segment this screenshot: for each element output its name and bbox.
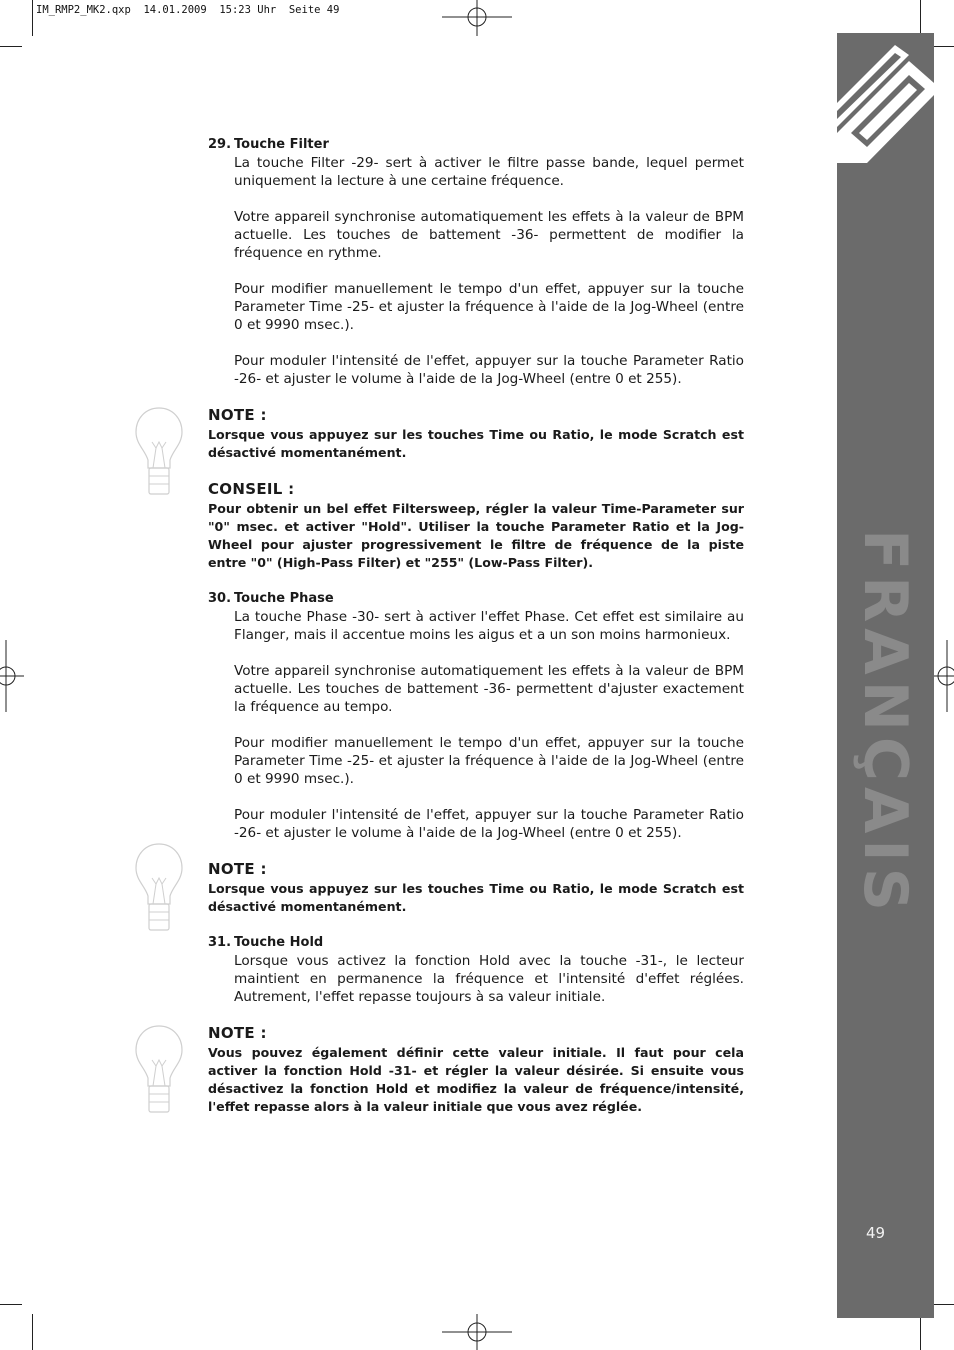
section-number: 29. xyxy=(208,137,232,152)
crop-mark xyxy=(932,1304,954,1305)
crop-mark xyxy=(920,0,921,36)
page-number: 49 xyxy=(866,1224,886,1242)
paragraph: Votre appareil synchronise automatiquement les effets à la valeur de BPM actuelle. Les touches de battement -36- permettent de modifier la fréquence en rythme. xyxy=(234,209,744,261)
paragraph: La touche Phase -30- sert à activer l'effet Phase. Cet effet est similaire au Flanger, mais il accentue moins les aigus et a un son moins harmonieux. xyxy=(234,609,744,643)
paragraph: Pour moduler l'intensité de l'effet, appuyer sur la touche Parameter Ratio -26- et ajuster le volume à l'aide de la Jog-Wheel (entre 0 et 255). xyxy=(234,353,744,387)
section-30 xyxy=(208,590,744,842)
section-number: 30. xyxy=(208,591,232,606)
note-box xyxy=(208,406,744,462)
registration-mark-icon xyxy=(0,640,24,712)
section-title: Touche Filter xyxy=(234,137,329,152)
note-body: Lorsque vous appuyez sur les touches Time ou Ratio, le mode Scratch est désactivé momentanément. xyxy=(208,881,744,914)
tip-box xyxy=(208,480,744,572)
lightbulb-icon xyxy=(134,842,184,934)
crop-mark xyxy=(0,46,22,47)
crop-mark xyxy=(920,1314,921,1350)
paragraph: Pour modifier manuellement le tempo d'un effet, appuyer sur la touche Parameter Time -25- et ajuster la fréquence à l'aide de la Jog-Wheel (entre 0 et 9990 msec.). xyxy=(234,735,744,787)
note-body: Lorsque vous appuyez sur les touches Time ou Ratio, le mode Scratch est désactivé momentanément. xyxy=(208,427,744,460)
language-sidebar xyxy=(837,33,934,1318)
tip-body: Pour obtenir un bel effet Filtersweep, régler la valeur Time-Parameter sur "0" msec. et activer "Hold". Utiliser la touche Parameter Ratio et la Jog-Wheel pour ajuster progressivement le filtre de fréquence de la piste entre "0" (High-Pass Filter) et "255" (Low-Pass Filter). xyxy=(208,501,744,570)
registration-mark-icon xyxy=(440,1314,514,1350)
section-title: Touche Hold xyxy=(234,935,324,950)
note-box xyxy=(208,860,744,916)
note-box xyxy=(208,1024,744,1116)
section-number: 31. xyxy=(208,935,232,950)
page-content xyxy=(208,136,744,1134)
paragraph: Votre appareil synchronise automatiquement les effets à la valeur de BPM actuelle. Les touches de battement -36- permettent d'ajuster exactement la fréquence au tempo. xyxy=(234,663,744,715)
tip-title: CONSEIL : xyxy=(208,480,295,498)
crop-mark xyxy=(32,1314,33,1350)
paragraph: Lorsque vous activez la fonction Hold avec la touche -31-, le lecteur maintient en permanence la fréquence et l'intensité d'effet réglées. Autrement, l'effet repasse toujours à sa valeur initiale. xyxy=(234,953,744,1005)
registration-mark-icon xyxy=(440,0,514,36)
crop-mark xyxy=(32,0,33,36)
section-31 xyxy=(208,934,744,1006)
lightbulb-icon xyxy=(134,1024,184,1116)
note-title: NOTE : xyxy=(208,406,267,424)
note-body: Vous pouvez également définir cette valeur initiale. Il faut pour cela activer la fonction Hold -31- et régler la valeur désirée. Si ensuite vous désactivez la fonction Hold et modifiez la valeur de fréquence/intensité, l'effet repasse alors à la valeur initiale que vous avez réglée. xyxy=(208,1045,744,1114)
section-heading xyxy=(208,136,744,154)
section-heading xyxy=(208,934,744,952)
note-title: NOTE : xyxy=(208,1024,267,1042)
paragraph: Pour modifier manuellement le tempo d'un effet, appuyer sur la touche Parameter Time -25- et ajuster la fréquence à l'aide de la Jog-Wheel (entre 0 et 9990 msec.). xyxy=(234,281,744,333)
brand-stripes-icon xyxy=(837,33,934,163)
print-header: IM_RMP2_MK2.qxp 14.01.2009 15:23 Uhr Seite 49 xyxy=(36,4,340,16)
section-title: Touche Phase xyxy=(234,591,334,606)
paragraph: Pour moduler l'intensité de l'effet, appuyer sur la touche Parameter Ratio -26- et ajuster le volume à l'aide de la Jog-Wheel (entre 0 et 255). xyxy=(234,807,744,841)
language-label: FRANÇAIS xyxy=(850,529,920,917)
crop-mark xyxy=(932,46,954,47)
section-heading xyxy=(208,590,744,608)
note-title: NOTE : xyxy=(208,860,267,878)
section-29 xyxy=(208,136,744,388)
lightbulb-icon xyxy=(134,406,184,498)
crop-mark xyxy=(0,1304,22,1305)
paragraph: La touche Filter -29- sert à activer le filtre passe bande, lequel permet uniquement la lecture à une certaine fréquence. xyxy=(234,155,744,189)
